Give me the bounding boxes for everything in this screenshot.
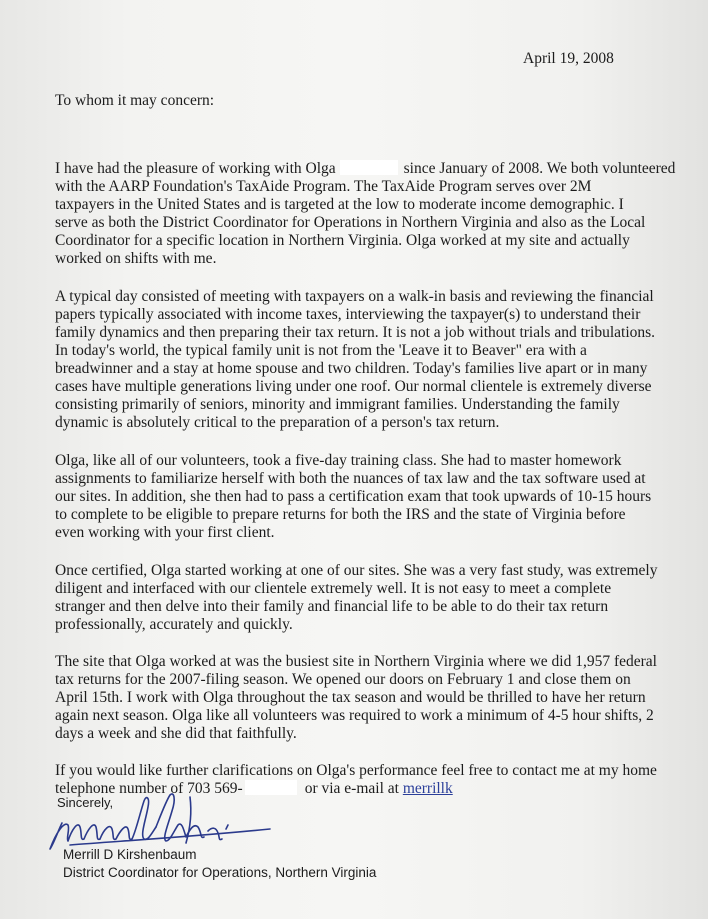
paragraph-2-line-2: papers typically associated with income taxes, interviewing the taxpayer(s) to understand their: [55, 306, 641, 323]
handwritten-signature: [40, 783, 280, 853]
paragraph-2-line-8: dynamic is absolutely critical to the preparation of a person's tax return.: [55, 414, 500, 431]
signer-title: District Coordinator for Operations, Northern Virginia: [63, 865, 377, 880]
paragraph-2-line-7: consisting primarily of seniors, minority and immigrant families. Understanding the family: [55, 396, 620, 413]
paragraph-1-line-2: with the AARP Foundation's TaxAide Program. The TaxAide Program serves over 2M: [55, 178, 592, 195]
paragraph-4-line-4: professionally, accurately and quickly.: [55, 616, 293, 633]
paragraph-5-line-1: The site that Olga worked at was the busiest site in Northern Virginia where we did 1,957 federal: [55, 653, 657, 670]
paragraph-3-line-4: to complete to be eligible to prepare returns for both the IRS and the state of Virginia before: [55, 506, 626, 523]
paragraph-6-line-1: If you would like further clarifications on Olga's performance feel free to contact me at my home: [55, 762, 657, 779]
paragraph-3-line-5: even working with your first client.: [55, 524, 275, 541]
signer-name: Merrill D Kirshenbaum: [63, 847, 197, 862]
paragraph-5-line-5: days a week and she did that faithfully.: [55, 725, 297, 742]
paragraph-2-line-1: A typical day consisted of meeting with taxpayers on a walk-in basis and reviewing the financial: [55, 288, 654, 305]
paragraph-2-line-3: family dynamics and then preparing their tax return. It is not a job without trials and tribulations.: [55, 324, 656, 341]
paragraph-3-line-2: assignments to familiarize herself with both the nuances of tax law and the tax software used at: [55, 470, 646, 487]
paragraph-2-line-6: cases have multiple generations living under one roof. Our normal clientele is extremely diverse: [55, 378, 652, 395]
paragraph-4-line-3: stranger and then delve into their family and financial life to be able to do their tax return: [55, 598, 609, 615]
paragraph-1-line-1b: since January of 2008. We both volunteered: [403, 160, 676, 177]
paragraph-4-line-1: Once certified, Olga started working at one of our sites. She was a very fast study, was extremely: [55, 562, 658, 579]
paragraph-1-line-5: Coordinator for a specific location in Northern Virginia. Olga worked at my site and actually: [55, 232, 630, 249]
salutation: To whom it may concern:: [55, 92, 215, 109]
paragraph-1-line-1a: I have had the pleasure of working with Olga: [55, 160, 336, 177]
paragraph-1-line-4: serve as both the District Coordinator for Operations in Northern Virginia and also as the Local: [55, 214, 646, 231]
phone-prefix: telephone number of 703 569-: [55, 780, 243, 797]
paragraph-5-line-4: again next season. Olga like all volunteers was required to work a minimum of 4-5 hour shifts, 2: [55, 707, 654, 724]
closing-line: Sincerely,: [57, 795, 114, 810]
letter-date: April 19, 2008: [523, 50, 614, 67]
paragraph-1-line-3: taxpayers in the United States and is targeted at the low to moderate income demographic. I: [55, 196, 624, 213]
email-link[interactable]: merrillk: [402, 780, 453, 797]
paragraph-3-line-3: our sites. In addition, she then had to pass a certification exam that took upwards of 10-15 hours: [55, 488, 652, 505]
paragraph-5-line-3: April 15th. I work with Olga throughout the tax season and would be thrilled to have her return: [55, 689, 646, 706]
paragraph-3-line-1: Olga, like all of our volunteers, took a five-day training class. She had to master homework: [55, 452, 622, 469]
paragraph-4-line-2: diligent and interfaced with our clientele extremely well. It is not easy to meet a complete: [55, 580, 612, 597]
paragraph-5-line-2: tax returns for the 2007-filing season. We opened our doors on February 1 and close them on: [55, 671, 631, 688]
email-lead: or via e-mail at: [304, 780, 399, 797]
paragraph-2-line-4: In today's world, the typical family unit is not from the 'Leave it to Beaver" era with a: [55, 342, 587, 359]
paragraph-2-line-5: breadwinner and a stay at home spouse and two children. Today's families live apart or in many: [55, 360, 648, 377]
redacted-surname: [340, 160, 398, 175]
paragraph-1-line-6: worked on shifts with me.: [55, 250, 217, 267]
paragraph-1-line-1: [55, 160, 675, 179]
